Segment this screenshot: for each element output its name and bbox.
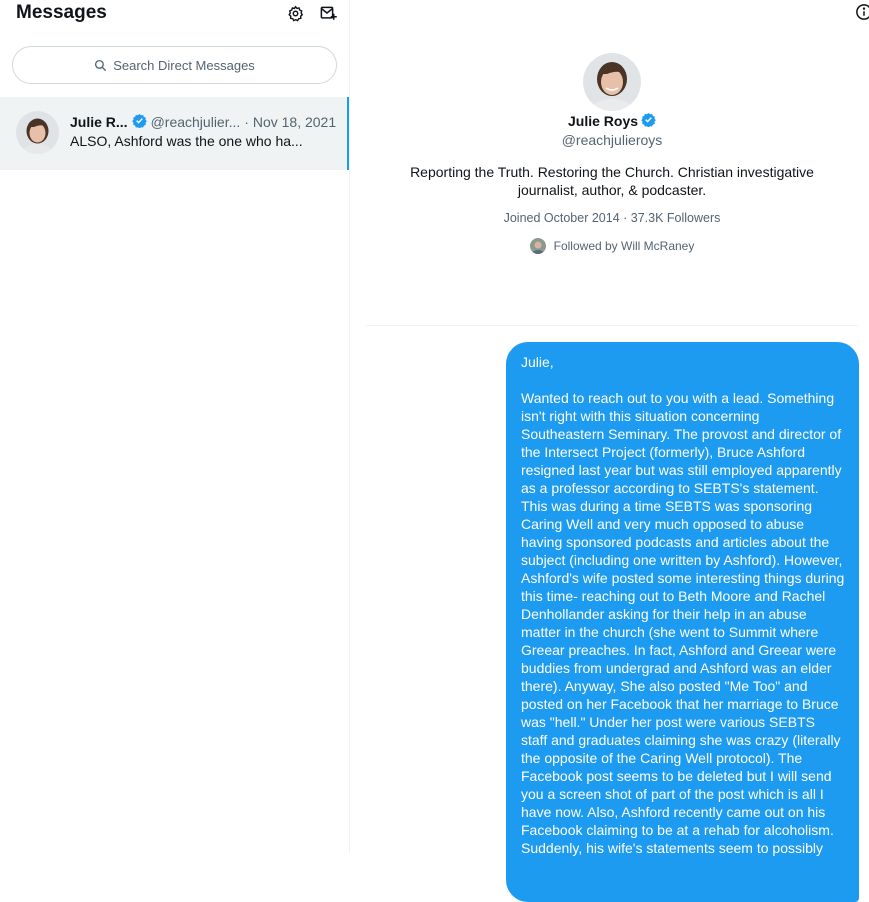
divider: [366, 325, 858, 326]
profile-handle: @reachjulieroys: [561, 132, 663, 148]
followed-by[interactable]: [350, 238, 869, 254]
gear-icon[interactable]: [285, 3, 305, 23]
messages-header: [0, 0, 349, 30]
profile-meta: Joined October 2014 · 37.3K Followers: [503, 211, 721, 225]
conversation-date: · Nov 18, 2021: [244, 114, 337, 130]
conversation-handle: @reachjulier...: [150, 114, 241, 130]
verified-badge-icon: [132, 113, 147, 131]
profile-avatar[interactable]: [583, 53, 641, 111]
followed-by-text: Followed by Will McRaney: [553, 239, 695, 253]
conversation-item[interactable]: [0, 97, 349, 170]
profile-name[interactable]: [350, 112, 869, 130]
follower-avatar: [530, 238, 546, 254]
avatar: [16, 111, 59, 154]
info-icon[interactable]: [855, 3, 869, 21]
search-icon: [94, 59, 107, 72]
page-title: Messages: [16, 2, 107, 23]
conversation-name: Julie R...: [70, 114, 128, 130]
new-message-icon[interactable]: [318, 3, 338, 23]
message-body: Wanted to reach out to you with a lead. Something isn't right with this situation concerning Southeastern Seminary. The provost and director of the Intersect Project (formerly), Bruce Ashford resigned last year but was still employed apparently as a professor according to SEBTS's statement. This was during a time SEBTS was sponsoring Caring Well and very much opposed to abuse having sponsored podcasts and articles about the subject (including one written by Ashford). However, Ashford's wife posted some interesting things during this time- reaching out to Beth Moore and Rachel Denhollander asking for their help in an abuse matter in the church (she went to Summit where Greear preaches. In fact, Ashford and Greear were buddies from undergrad and Ashford was an elder there). Anyway, She also posted "Me Too" and posted on her Facebook that her marriage to Bruce was "hell." Under her post were various SEBTS staff and graduates claiming she was crazy (literally the opposite of the Caring Well protocol). The Facebook post seems to be deleted but I will send you a screen shot of part of the post which is all I have now. Also, Ashford recently came out on his Facebook claiming to be at a rehab for alcoholism. Suddenly, his wife's statements seem to possibly: [521, 390, 845, 856]
conversation-preview: ALSO, Ashford was the one who ha...: [70, 133, 303, 149]
profile-bio: Reporting the Truth. Restoring the Church. Christian investigative journalist, author, & podcaster.: [410, 164, 814, 198]
message-greeting: Julie,: [521, 354, 554, 370]
profile-name-text: Julie Roys: [567, 113, 639, 129]
search-input[interactable]: [12, 46, 337, 84]
search-placeholder: Search Direct Messages: [113, 57, 255, 73]
conversation-list-panel: [0, 0, 350, 853]
verified-badge-icon: [641, 112, 656, 130]
conversation-panel: [350, 0, 869, 856]
message-bubble[interactable]: [506, 342, 859, 902]
